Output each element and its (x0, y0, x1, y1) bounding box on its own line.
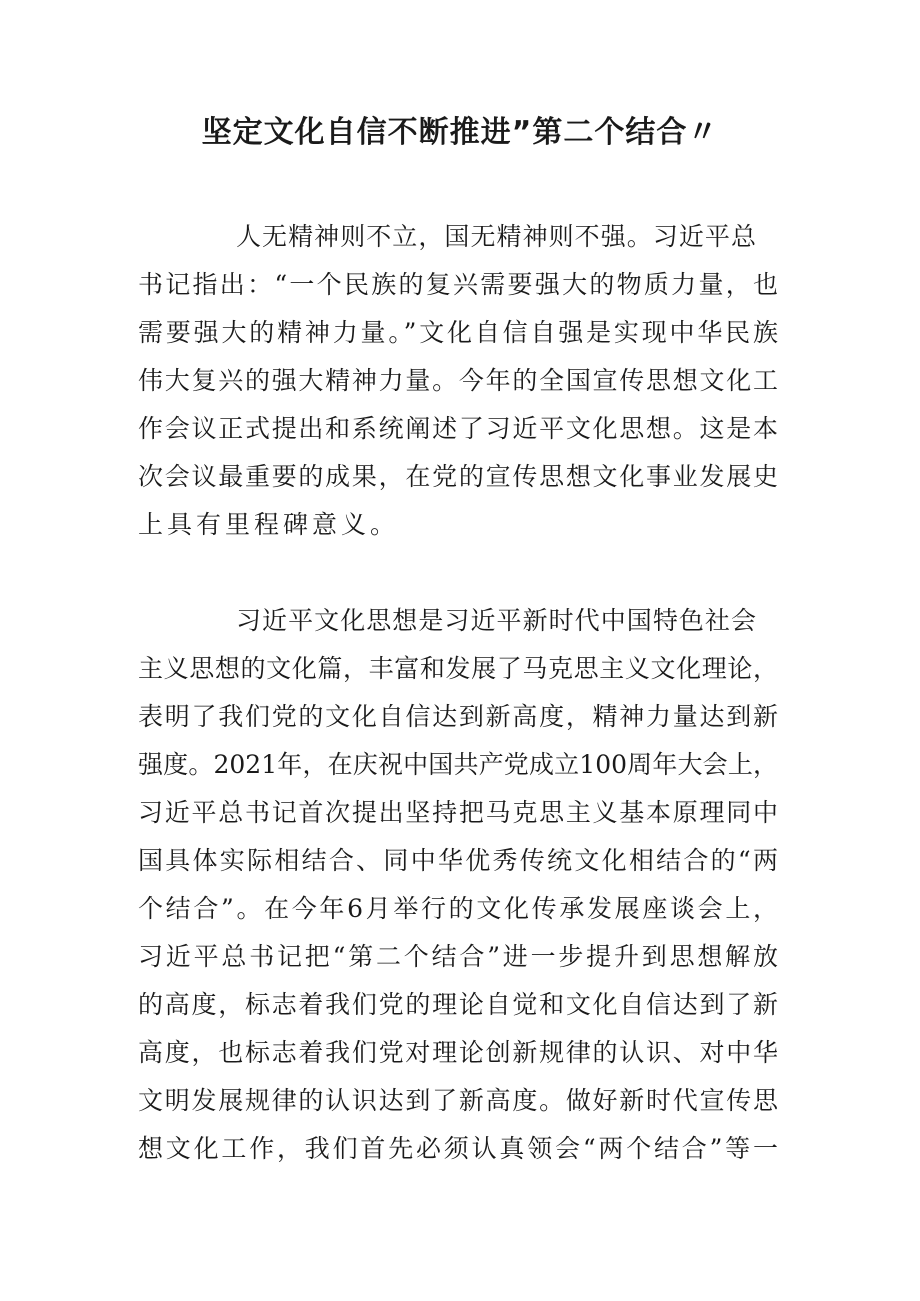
paragraph-line: 习近平文化思想是习近平新时代中国特色社会 (236, 606, 756, 635)
paragraph-line: 的高度，标志着我们党的理论自觉和文化自信达到了新 (138, 990, 778, 1019)
paragraph-line: 次会议最重要的成果，在党的宣传思想文化事业发展史 (138, 462, 778, 491)
paragraph-line: 作会议正式提出和系统阐述了习近平文化思想。这是本 (138, 414, 778, 443)
paragraph-line: 上具有里程碑意义。 (138, 510, 400, 539)
paragraph-line: 习近平总书记把“第二个结合”进一步提升到思想解放 (138, 942, 778, 971)
paragraph-line: 主义思想的文化篇，丰富和发展了马克思主义文化理论， (138, 654, 778, 683)
paragraph-line: 高度，也标志着我们党对理论创新规律的认识、对中华 (138, 1038, 778, 1067)
paragraph-line: 伟大复兴的强大精神力量。今年的全国宣传思想文化工 (138, 366, 778, 395)
paragraph-line: 文明发展规律的认识达到了新高度。做好新时代宣传思 (138, 1086, 778, 1115)
paragraph-line: 国具体实际相结合、同中华优秀传统文化相结合的“两 (138, 846, 778, 875)
document-title: 坚定文化自信不断推进”第二个结合〃 (201, 115, 719, 150)
paragraph-line: 人无精神则不立，国无精神则不强。习近平总 (236, 222, 756, 251)
paragraph-line: 需要强大的精神力量。”文化自信自强是实现中华民族 (138, 318, 778, 347)
paragraph-line: 想文化工作，我们首先必须认真领会“两个结合”等一 (138, 1134, 778, 1163)
paragraph-line: 书记指出：“一个民族的复兴需要强大的物质力量，也 (138, 270, 778, 299)
paragraph-line: 习近平总书记首次提出坚持把马克思主义基本原理同中 (138, 798, 778, 827)
paragraph-line: 表明了我们党的文化自信达到新高度，精神力量达到新 (138, 702, 778, 731)
paragraph-line: 强度。2021年，在庆祝中国共产党成立100周年大会上， (138, 750, 778, 779)
paragraph-line: 个结合”。在今年6月举行的文化传承发展座谈会上， (138, 894, 778, 923)
